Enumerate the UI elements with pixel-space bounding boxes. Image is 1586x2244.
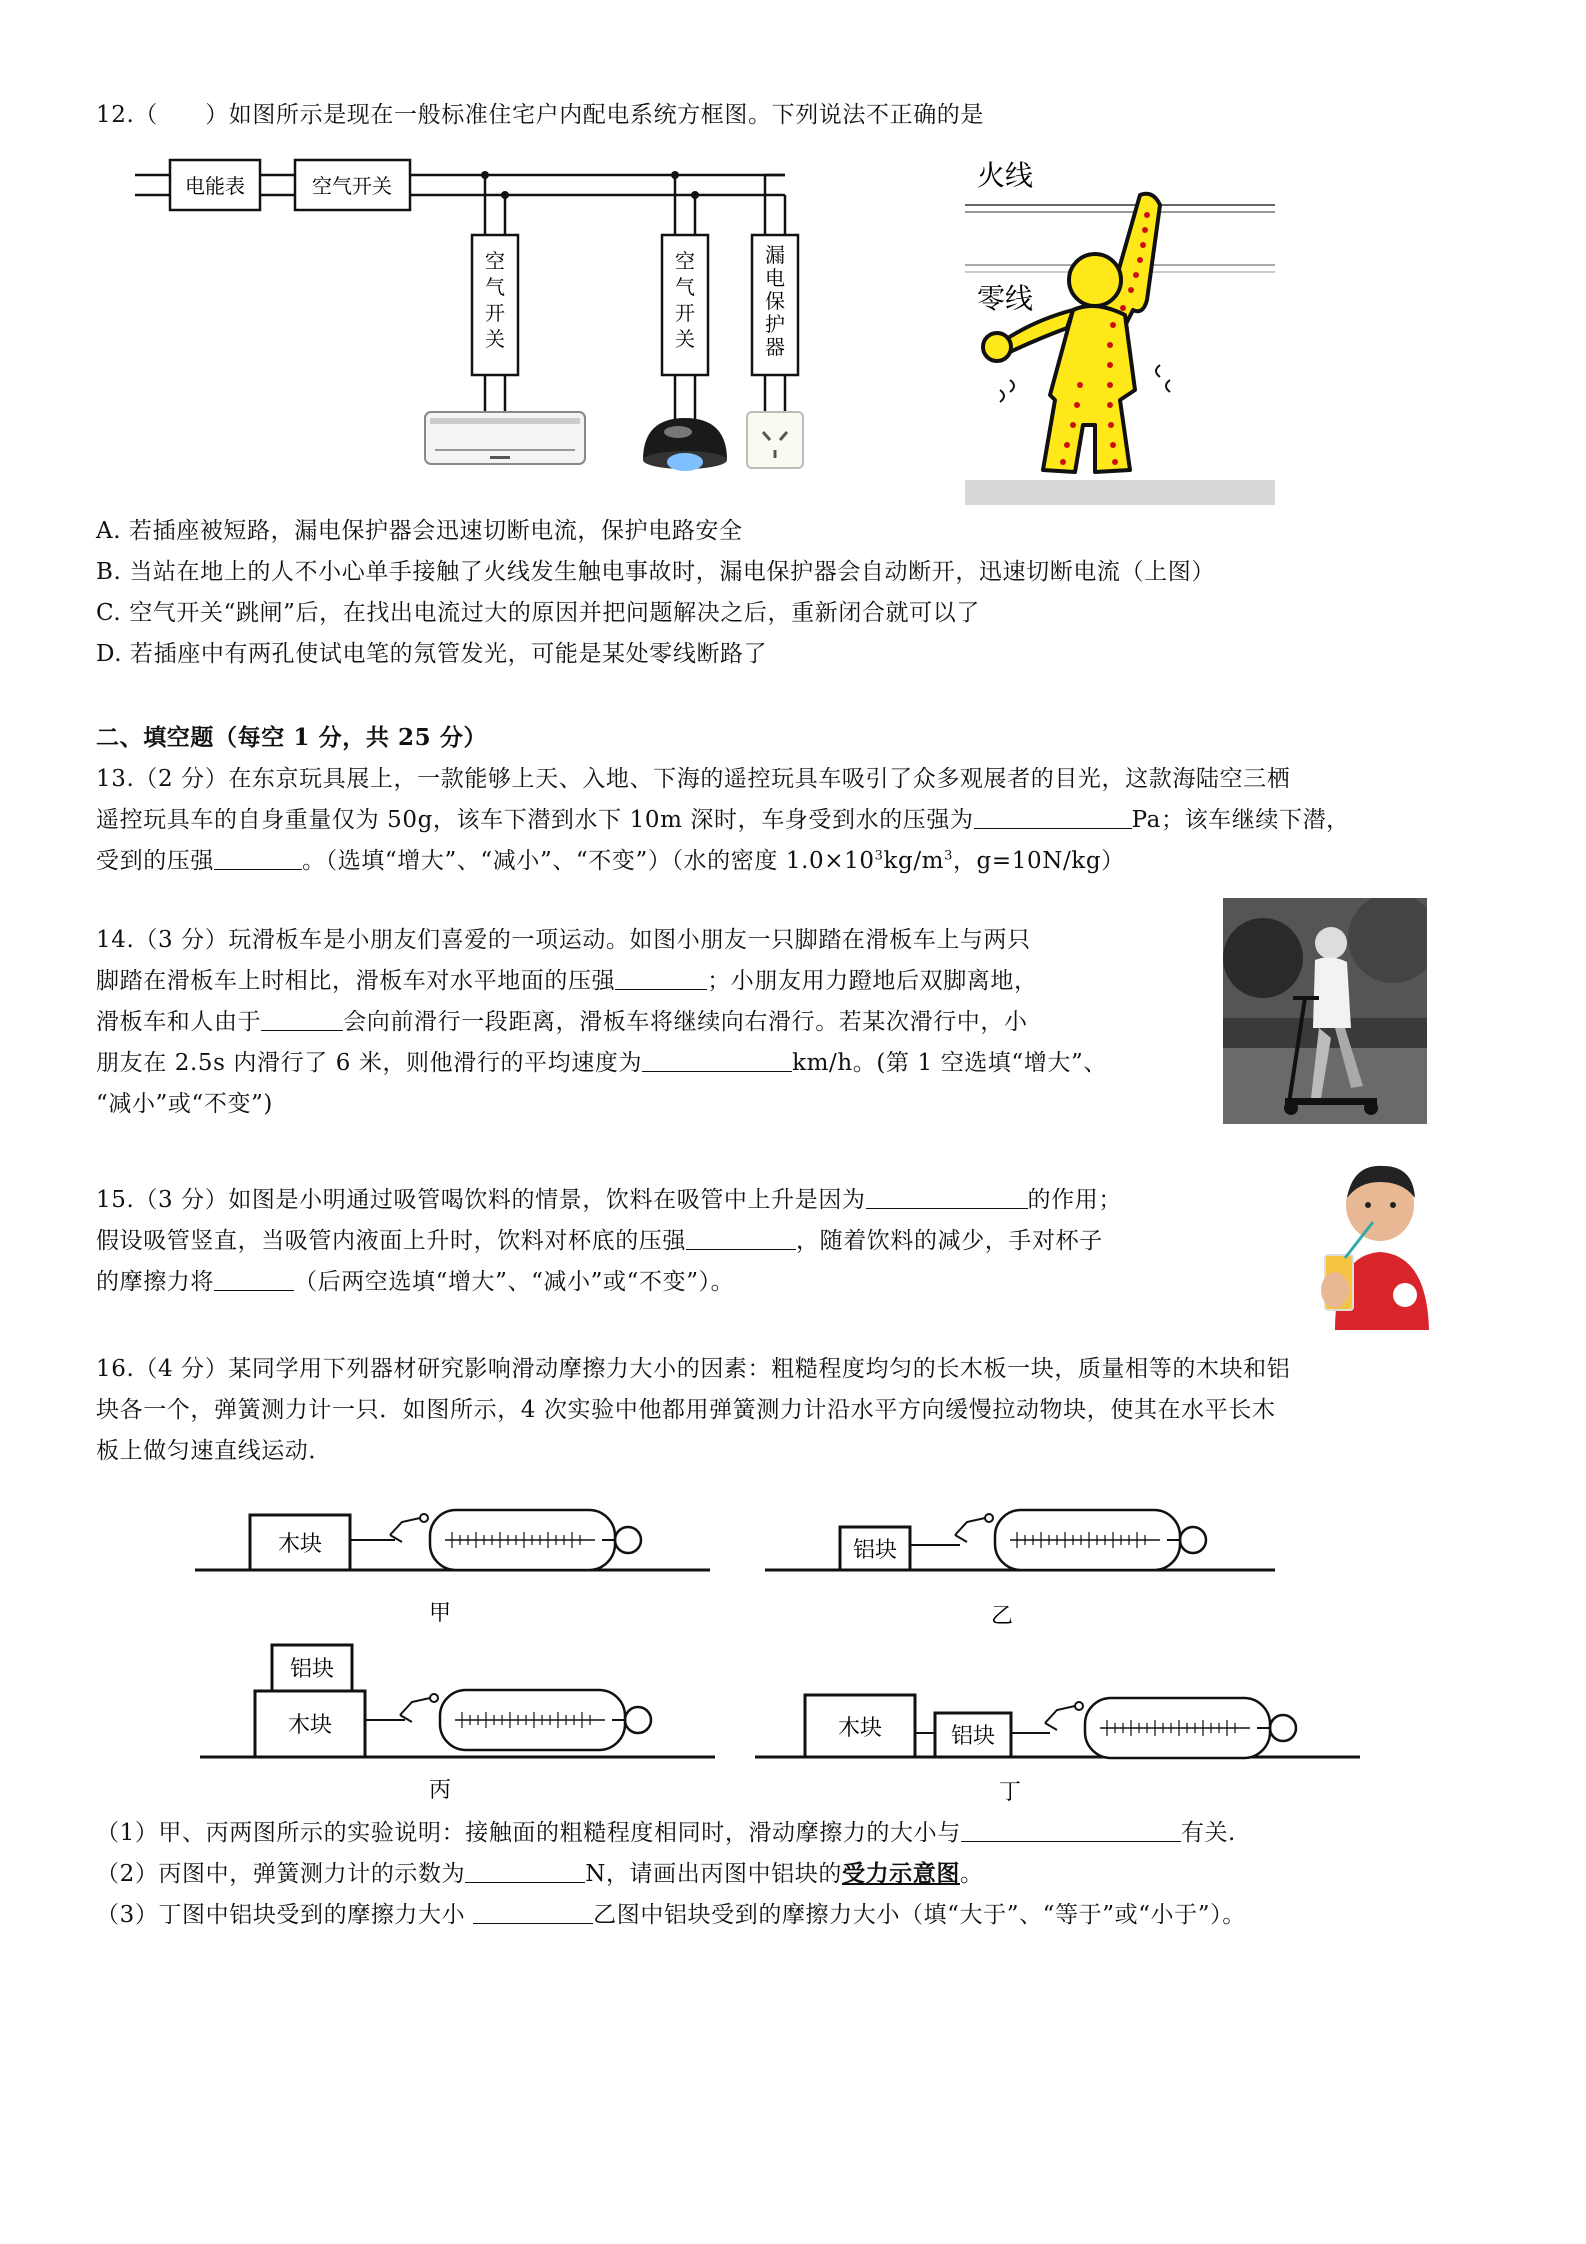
q14-text-2a: 脚踏在滑板车上时相比，滑板车对水平地面的压强 — [96, 968, 616, 994]
ding-wood-label: 木块 — [837, 1716, 883, 1741]
live-wire-label: 火线 — [977, 159, 1034, 192]
scooter-photo — [1223, 898, 1427, 1124]
q13-blank-change[interactable] — [214, 847, 302, 870]
q14-text-3a: 滑板车和人由于 — [96, 1009, 262, 1035]
q16-text-1a: （1）甲、丙两图所示的实验说明：接触面的粗糙程度相同时，滑动摩擦力的大小与 — [96, 1820, 961, 1846]
q16-text-1b: 有关. — [1180, 1820, 1236, 1846]
vertical-label-char: 关 — [485, 327, 505, 351]
q15-line-1 — [96, 1185, 1122, 1215]
q13-text-2a: 遥控玩具车的自身重量仅为 50g，该车下潜到水下 10m 深时，车身受到水的压强为 — [96, 807, 974, 833]
power-distribution-diagram — [130, 150, 830, 480]
q12-stem — [96, 100, 984, 130]
q13-text-3a: 受到的压强 — [96, 848, 214, 874]
q13-sup-1: 3 — [874, 848, 884, 864]
q12-option-d: D. 若插座中有两孔使试电笔的氖管发光，可能是某处零线断路了 — [96, 641, 768, 667]
q14-text-4a: 朋友在 2.5s 内滑行了 6 米，则他滑行的平均速度为 — [96, 1050, 643, 1076]
yi-al-label: 铝块 — [852, 1538, 898, 1563]
q15-text-3b: （后两空选填“增大”、“减小”或“不变”）。 — [294, 1269, 735, 1295]
q15-text-2b: ，随着饮料的减少，手对杯子 — [796, 1228, 1103, 1254]
neutral-wire-label: 零线 — [977, 282, 1034, 315]
q16-sub-3 — [96, 1900, 1246, 1930]
meter-label: 电能表 — [185, 174, 245, 198]
label-ding: 丁 — [998, 1780, 1022, 1805]
vertical-label-char: 电 — [765, 266, 785, 290]
vertical-label-char: 空 — [675, 249, 695, 273]
q15-text-2a: 假设吸管竖直，当吸管内液面上升时，饮料对杯底的压强 — [96, 1228, 686, 1254]
q16-text-2b: N，请画出丙图中铝块的 — [585, 1861, 842, 1887]
q13-line-2 — [96, 805, 1350, 835]
vertical-label-char: 空 — [485, 249, 505, 273]
q13-blank-pressure[interactable] — [974, 806, 1132, 829]
q14-line-2 — [96, 966, 1038, 996]
q16-text-2c: 受力示意图 — [841, 1860, 960, 1887]
q13-line-1: 13.（2 分）在东京玩具展上，一款能够上天、入地、下海的遥控玩具车吸引了众多观展者的目光，这款海陆空三栖 — [96, 766, 1291, 792]
air-conditioner-icon — [425, 412, 585, 464]
q15-blank-pressure[interactable] — [686, 1227, 796, 1250]
vertical-label-char: 开 — [485, 301, 505, 325]
q16-line-1: 16.（4 分）某同学用下列器材研究影响滑动摩擦力大小的因素：粗糙程度均匀的长木板一块，质量相等的木块和铝 — [96, 1356, 1291, 1382]
q14-blank-inertia[interactable] — [261, 1008, 343, 1031]
q15-text-3a: 的摩擦力将 — [96, 1269, 214, 1295]
q12-text: 如图所示是现在一般标准住宅户内配电系统方框图。下列说法不正确的是 — [228, 102, 984, 128]
jia-wood-label: 木块 — [277, 1532, 323, 1557]
q14-text-3b: 会向前滑行一段距离，滑板车将继续向右滑行。若某次滑行中，小 — [343, 1009, 1028, 1035]
vertical-label-char: 漏 — [765, 243, 785, 267]
q16-text-3b: 乙图中铝块受到的摩擦力大小（填“大于”、“等于”或“小于”）。 — [593, 1902, 1246, 1928]
q16-blank-factor[interactable] — [961, 1819, 1181, 1842]
q15-line-2 — [96, 1226, 1103, 1256]
q12-paren: （ ） — [134, 102, 229, 128]
q15-text-1a: 15.（3 分）如图是小明通过吸管喝饮料的情景，饮料在吸管中上升是因为 — [96, 1187, 866, 1213]
q14-text-4b: km/h。(第 1 空选填“增大”、 — [792, 1050, 1107, 1076]
vertical-label-char: 开 — [675, 301, 695, 325]
q14-line-5: “减小”或“不变”) — [96, 1091, 274, 1117]
lamp-icon — [643, 418, 727, 471]
svg-text:漏电保护器 — [765, 243, 785, 359]
friction-experiments-figure — [190, 1485, 1380, 1815]
q14-line-1: 14.（3 分）玩滑板车是小朋友们喜爱的一项运动。如图小朋友一只脚踏在滑板车上与两只 — [96, 927, 1031, 953]
main-switch-label: 空气开关 — [312, 174, 392, 198]
q14-line-3 — [96, 1007, 1028, 1037]
q14-line-4 — [96, 1048, 1107, 1078]
q13-line-3 — [96, 846, 1125, 876]
q16-blank-reading[interactable] — [465, 1860, 585, 1883]
q16-line-3: 板上做匀速直线运动． — [96, 1438, 332, 1464]
q12-option-c: C. 空气开关“跳闸”后，在找出电流过大的原因并把问题解决之后，重新闭合就可以了 — [96, 600, 980, 626]
q16-sub-1 — [96, 1818, 1236, 1848]
vertical-label-char: 气 — [485, 275, 505, 299]
q15-blank-friction[interactable] — [214, 1268, 294, 1291]
q12-number: 12. — [96, 102, 135, 128]
q14-text-2b: ；小朋友用力蹬地后双脚离地， — [707, 968, 1038, 994]
label-yi: 乙 — [990, 1604, 1014, 1629]
q13-text-2b: Pa；该车继续下潜， — [1131, 807, 1350, 833]
bing-al-label: 铝块 — [289, 1657, 335, 1682]
leak-protector-label — [765, 243, 785, 359]
vertical-label-char: 器 — [765, 335, 785, 359]
q14-blank-pressure[interactable] — [615, 967, 707, 990]
electric-shock-illustration — [955, 150, 1285, 520]
experiment-jia — [195, 1510, 710, 1626]
vertical-label-char: 保 — [765, 289, 785, 313]
label-bing: 丙 — [428, 1778, 452, 1803]
q16-sub-2 — [96, 1859, 984, 1889]
label-jia: 甲 — [428, 1601, 452, 1626]
q13-text-3d: ，g=10N/kg） — [952, 848, 1125, 874]
boy-drinking-photo — [1305, 1160, 1455, 1330]
q12-option-b: B. 当站在地上的人不小心单手接触了火线发生触电事故时，漏电保护器会自动断开，迅速切断电流（上图） — [96, 559, 1215, 585]
bing-wood-label: 木块 — [287, 1713, 333, 1738]
socket-icon — [747, 412, 803, 468]
section-2-title: 二、填空题（每空 1 分，共 25 分） — [96, 724, 488, 751]
q16-text-2d: 。 — [959, 1861, 984, 1887]
q13-text-3c: kg/m — [883, 848, 945, 874]
experiment-bing — [200, 1645, 715, 1803]
vertical-label-char: 关 — [675, 327, 695, 351]
q15-line-3 — [96, 1267, 734, 1297]
ding-al-label: 铝块 — [950, 1724, 996, 1749]
experiment-yi — [765, 1510, 1275, 1629]
q16-text-3a: （3）丁图中铝块受到的摩擦力大小 — [96, 1902, 474, 1928]
q12-option-a: A. 若插座被短路，漏电保护器会迅速切断电流，保护电路安全 — [96, 518, 743, 544]
q16-blank-compare[interactable] — [473, 1901, 593, 1924]
q13-sup-2: 3 — [944, 848, 953, 864]
vertical-label-char: 护 — [765, 312, 785, 336]
q13-text-3b: 。（选填“增大”、“减小”、“不变”）（水的密度 1.0×10 — [302, 848, 875, 874]
q15-blank-cause[interactable] — [866, 1186, 1028, 1209]
vertical-label-char: 气 — [675, 275, 695, 299]
q15-text-1b: 的作用； — [1027, 1187, 1122, 1213]
q14-blank-speed[interactable] — [642, 1049, 792, 1072]
experiment-ding — [755, 1695, 1360, 1805]
q16-line-2: 块各一个，弹簧测力计一只．如图所示，4 次实验中他都用弹簧测力计沿水平方向缓慢拉动物块，使其在水平长木 — [96, 1397, 1276, 1423]
q16-text-2a: （2）丙图中，弹簧测力计的示数为 — [96, 1861, 466, 1887]
